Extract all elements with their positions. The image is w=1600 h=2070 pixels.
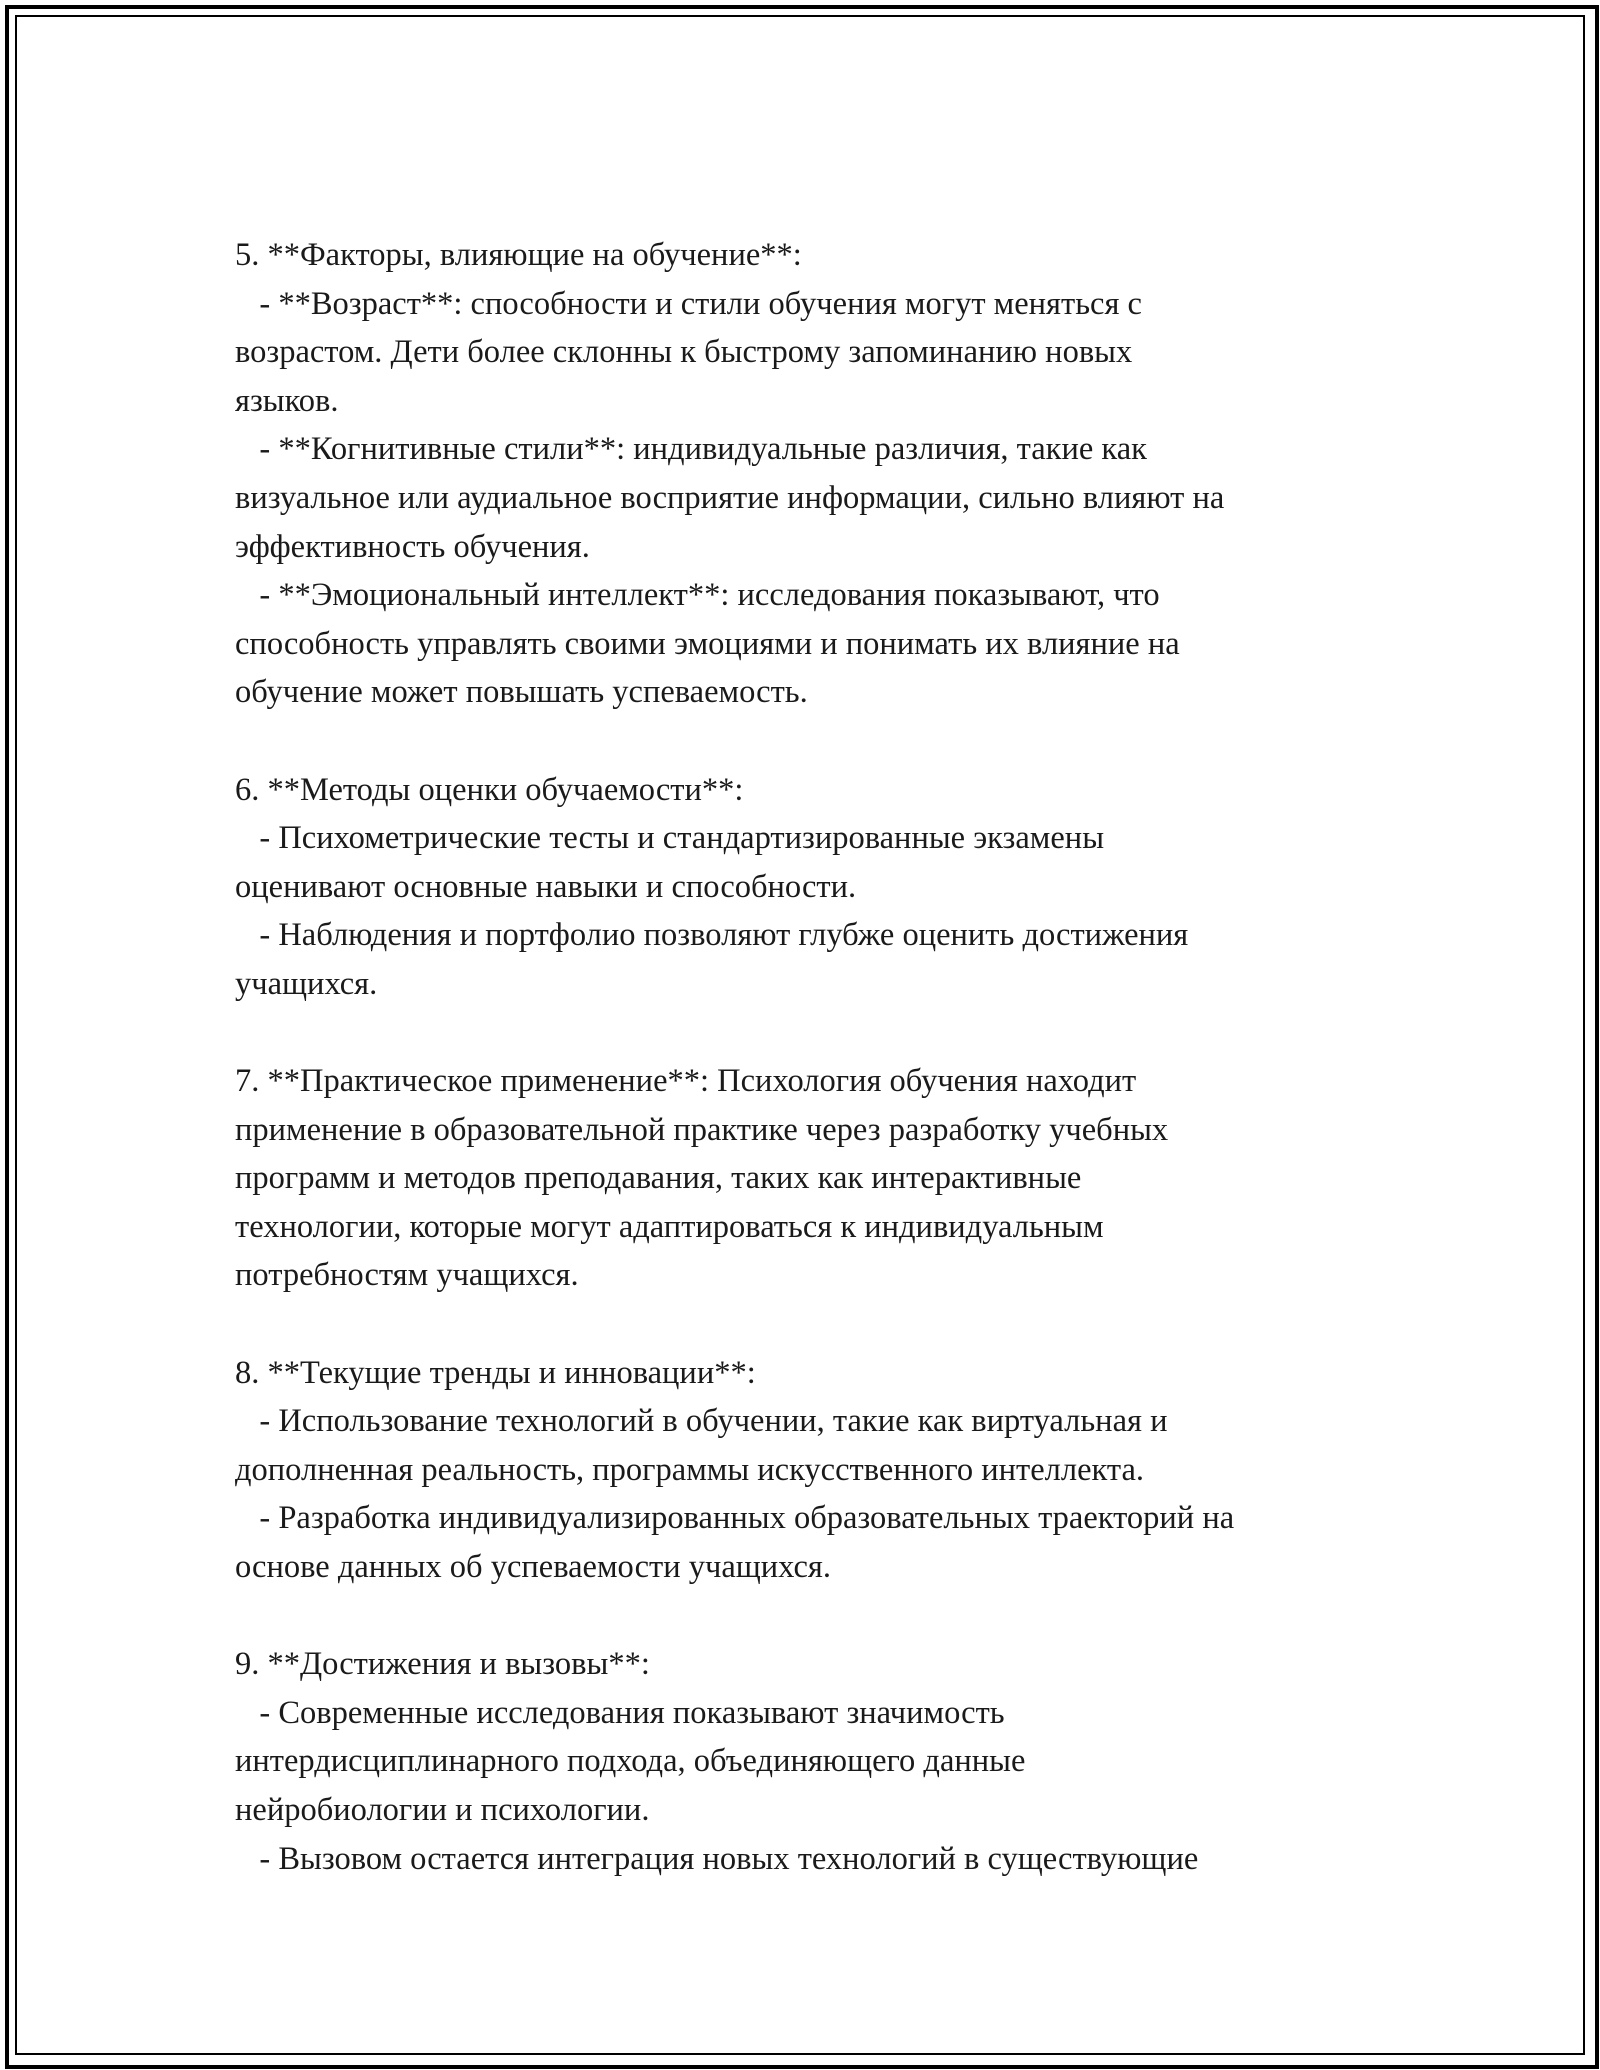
section-5-line: визуальное или аудиальное восприятие информации, сильно влияют на xyxy=(235,479,1225,516)
section-7-heading: 7. **Практическое применение**: Психология обучения находит xyxy=(235,1063,1137,1100)
section-5-line: эффективность обучения. xyxy=(235,528,590,565)
section-8-line: - Использование технологий в обучении, такие как виртуальная и xyxy=(235,1403,1168,1440)
document-body xyxy=(235,231,1415,1883)
section-9-line: - Вызовом остается интеграция новых технологий в существующие xyxy=(235,1840,1199,1877)
section-7-line: потребностям учащихся. xyxy=(235,1257,579,1294)
section-5-line: обучение может повышать успеваемость. xyxy=(235,674,808,711)
section-6 xyxy=(235,766,1415,1009)
section-7-line: программ и методов преподавания, таких как интерактивные xyxy=(235,1160,1082,1197)
section-5-line: - **Эмоциональный интеллект**: исследования показывают, что xyxy=(235,577,1160,614)
section-5-heading: 5. **Факторы, влияющие на обучение**: xyxy=(235,237,802,273)
section-5-line: - **Возраст**: способности и стили обучения могут меняться с xyxy=(235,285,1142,322)
section-9 xyxy=(235,1640,1415,1883)
section-8-line: основе данных об успеваемости учащихся. xyxy=(235,1549,831,1586)
section-6-line: оценивают основные навыки и способности. xyxy=(235,868,857,905)
section-5-line: способность управлять своими эмоциями и понимать их влияние на xyxy=(235,625,1180,662)
section-9-line: интердисциплинарного подхода, объединяющего данные xyxy=(235,1743,1026,1780)
section-6-line: - Психометрические тесты и стандартизированные экзамены xyxy=(235,820,1105,857)
section-5-line: - **Когнитивные стили**: индивидуальные различия, такие как xyxy=(235,431,1147,468)
section-8-heading: 8. **Текущие тренды и инновации**: xyxy=(235,1354,756,1391)
section-9-heading: 9. **Достижения и вызовы**: xyxy=(235,1646,650,1683)
section-7-line: применение в образовательной практике через разработку учебных xyxy=(235,1111,1169,1148)
section-8 xyxy=(235,1349,1415,1592)
section-6-line: учащихся. xyxy=(235,965,378,1002)
section-8-line: дополненная реальность, программы искусственного интеллекта. xyxy=(235,1451,1145,1488)
section-5-line: языков. xyxy=(235,382,339,419)
section-6-line: - Наблюдения и портфолио позволяют глубже оценить достижения xyxy=(235,917,1189,954)
section-9-line: - Современные исследования показывают значимость xyxy=(235,1694,1005,1731)
section-6-heading: 6. **Методы оценки обучаемости**: xyxy=(235,771,744,808)
section-7 xyxy=(235,1057,1415,1300)
section-9-line: нейробиологии и психологии. xyxy=(235,1792,650,1828)
section-7-line: технологии, которые могут адаптироваться к индивидуальным xyxy=(235,1208,1104,1245)
section-8-line: - Разработка индивидуализированных образовательных траекторий на xyxy=(235,1500,1235,1537)
section-5 xyxy=(235,231,1415,717)
section-5-line: возрастом. Дети более склонны к быстрому запоминанию новых xyxy=(235,334,1133,371)
